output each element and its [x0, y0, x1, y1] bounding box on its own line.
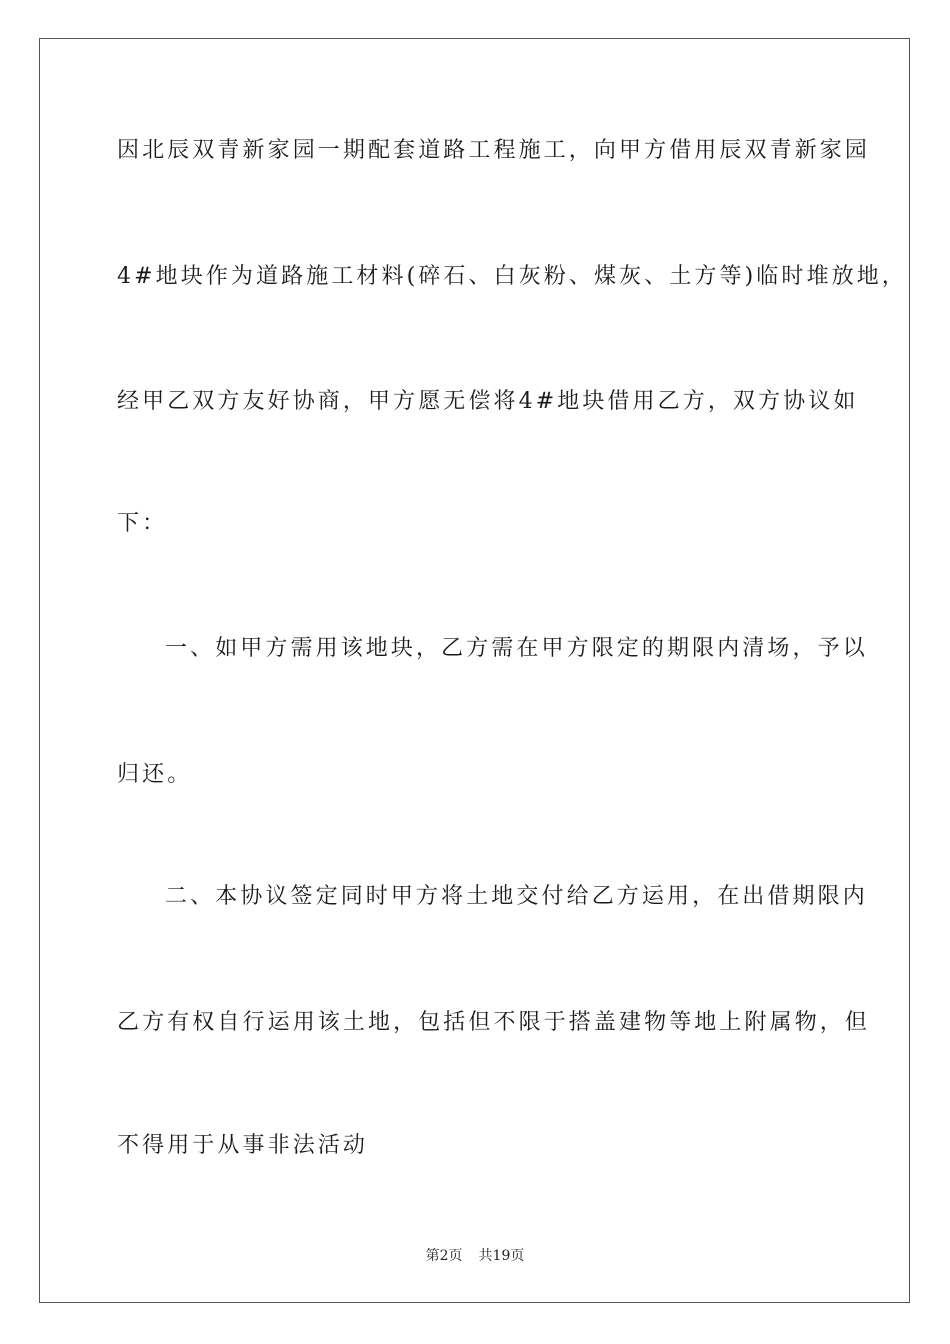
body-line-1: 因北辰双青新家园一期配套道路工程施工，向甲方借用辰双青新家园	[117, 138, 871, 163]
clause-1-line-2: 归还。	[117, 762, 193, 787]
clause-2-line-1: 二、本协议签定同时甲方将土地交付给乙方运用，在出借期限内	[165, 884, 868, 909]
clause-2-line-2: 乙方有权自行运用该土地，包括但不限于搭盖建物等地上附属物，但	[117, 1010, 871, 1035]
body-line-4: 下：	[117, 511, 168, 536]
page-border	[39, 38, 910, 1303]
page-total: 共19页	[478, 1248, 525, 1264]
page-number: 第2页	[425, 1248, 463, 1264]
body-line-2: 4#地块作为道路施工材料(碎石、白灰粉、煤灰、土方等)临时堆放地，	[117, 264, 907, 289]
clause-1-line-1: 一、如甲方需用该地块，乙方需在甲方限定的期限内清场，予以	[165, 636, 868, 661]
page-footer	[0, 1247, 950, 1265]
body-line-3: 经甲乙双方友好协商，甲方愿无偿将4#地块借用乙方，双方协议如	[117, 389, 859, 414]
clause-2-line-3: 不得用于从事非法活动	[117, 1133, 369, 1158]
